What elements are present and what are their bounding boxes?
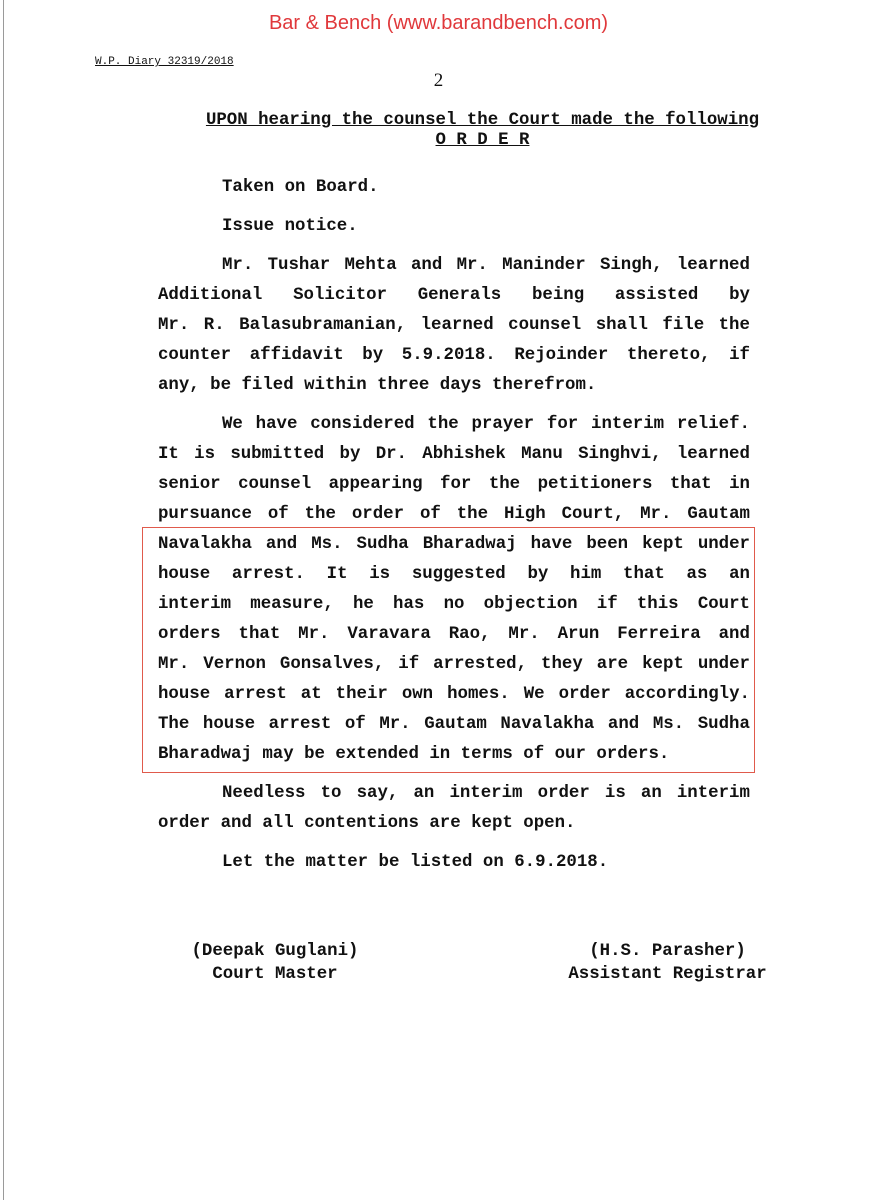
p5-line [222, 784, 750, 803]
word: measure, [250, 595, 334, 614]
word: is [369, 565, 391, 584]
word: him [570, 565, 602, 584]
word: It [326, 565, 348, 584]
word: Gautam [687, 505, 750, 524]
word: to [320, 784, 342, 803]
word: submitted [230, 445, 325, 464]
word: kept [642, 655, 684, 674]
word: have [255, 415, 298, 434]
word: house [158, 685, 211, 704]
order-heading [200, 111, 765, 151]
page-left-edge [3, 0, 4, 1200]
word: Sudha [356, 535, 409, 554]
word: file [662, 316, 705, 335]
word: for [546, 415, 579, 434]
signature-left [160, 940, 390, 986]
word: Dr. [375, 445, 407, 464]
word: pursuance [158, 505, 252, 524]
word: We [222, 415, 243, 434]
word: no [443, 595, 465, 614]
word: have [530, 535, 573, 554]
word: learned [676, 445, 750, 464]
word: is [194, 445, 216, 464]
p4-line [158, 445, 750, 464]
word: and [718, 625, 750, 644]
word: Sudha [697, 715, 750, 734]
word: Manu [521, 445, 563, 464]
heading-line-1: UPON hearing the counsel the Court made the following [205, 111, 760, 130]
word: being [531, 286, 585, 305]
word: is [604, 784, 626, 803]
word: counsel [238, 475, 312, 494]
highlight-box [142, 527, 755, 773]
word: and [607, 715, 640, 734]
word: Bharadwaj [422, 535, 517, 554]
word: arrest [268, 715, 332, 734]
word: Maninder [502, 256, 586, 275]
word: of [267, 505, 289, 524]
word: Ferreira [617, 625, 701, 644]
word: objection [483, 595, 578, 614]
word: for [440, 475, 472, 494]
word: that [669, 475, 712, 494]
word: counsel [508, 316, 582, 335]
word: assisted [614, 286, 699, 305]
word: been [586, 535, 629, 554]
word: interim [676, 784, 750, 803]
word: own [401, 685, 434, 704]
word: senior [158, 475, 221, 494]
word: in [729, 475, 750, 494]
word: arrest [224, 685, 287, 704]
word: It [158, 445, 179, 464]
word: counter [158, 346, 232, 365]
word: and [410, 256, 443, 275]
word: accordingly. [624, 685, 750, 704]
word: Mr. [508, 625, 540, 644]
word: under [697, 535, 750, 554]
word: an [640, 784, 662, 803]
word: the [718, 316, 750, 335]
p3-line [222, 256, 750, 275]
para-listing: Let the matter be listed on 6.9.2018. [222, 853, 609, 872]
word: Abhishek [422, 445, 506, 464]
word: they [541, 655, 583, 674]
word: relief. [676, 415, 750, 434]
word: if [729, 346, 750, 365]
word: Generals [417, 286, 502, 305]
word: thereto, [626, 346, 711, 365]
word: petitioners [537, 475, 653, 494]
word: Mehta [344, 256, 397, 275]
word: if [596, 595, 618, 614]
word: of [419, 505, 441, 524]
word: kept [642, 535, 684, 554]
word: arrested, [433, 655, 528, 674]
word: Court [697, 595, 750, 614]
word: that [238, 625, 281, 644]
word: Mr. [456, 256, 488, 275]
p4-line: Bharadwaj may be extended in terms of our orders. [158, 745, 670, 764]
p3-line [158, 316, 750, 335]
word: Ms. [311, 535, 343, 554]
word: Vernon [203, 655, 266, 674]
word: interim [591, 415, 665, 434]
word: say, [356, 784, 399, 803]
word: interim [449, 784, 523, 803]
word: shall [595, 316, 648, 335]
word: learned [676, 256, 750, 275]
signature-left-name: (Deepak Guglani) [191, 942, 359, 961]
p3-line [158, 286, 750, 305]
word: Gautam [424, 715, 487, 734]
word: by [729, 286, 750, 305]
page-number: 2 [433, 70, 444, 91]
word: Singh, [599, 256, 663, 275]
word: Arun [557, 625, 600, 644]
word: suggested [411, 565, 506, 584]
word: Rao, [448, 625, 491, 644]
word: affidavit [249, 346, 344, 365]
word: Additional [158, 286, 263, 305]
word: an [413, 784, 435, 803]
word: Mr. [222, 256, 254, 275]
word: Varavara [347, 625, 431, 644]
heading-line-2: O R D E R [435, 131, 530, 150]
para-taken-on-board: Taken on Board. [222, 178, 379, 197]
word: the [304, 505, 336, 524]
word: 5.9.2018. [401, 346, 496, 365]
word: order [558, 685, 611, 704]
word: arrest. [231, 565, 305, 584]
word: Balasubramanian, [239, 316, 407, 335]
signature-right-title: Assistant Registrar [568, 965, 767, 984]
word: considered [310, 415, 415, 434]
p3-line [158, 346, 750, 365]
p4-line [158, 505, 750, 524]
word: the [488, 475, 521, 494]
word: at [300, 685, 322, 704]
word: Mr. [379, 715, 411, 734]
word: under [697, 655, 750, 674]
word: by [339, 445, 361, 464]
word: Singhvi, [578, 445, 662, 464]
word: Navalakha [500, 715, 595, 734]
word: prayer [471, 415, 535, 434]
word: and [265, 535, 298, 554]
signature-right [555, 940, 780, 986]
p4-line [222, 415, 750, 434]
word: interim [158, 595, 232, 614]
p3-line: any, be filed within three days therefrom. [158, 376, 597, 395]
word: by [527, 565, 549, 584]
word: as [686, 565, 708, 584]
word: by [362, 346, 384, 365]
word: are [596, 655, 629, 674]
word: this [636, 595, 679, 614]
word: homes. [447, 685, 510, 704]
p5-line: order and all contentions are kept open. [158, 814, 576, 833]
p4-line [158, 475, 750, 494]
word: High [503, 505, 546, 524]
word: their [335, 685, 388, 704]
word: orders [158, 625, 221, 644]
word: house [202, 715, 256, 734]
word: Mr. [640, 505, 672, 524]
word: house [158, 565, 211, 584]
word: order [537, 784, 590, 803]
word: appearing [328, 475, 423, 494]
word: the [456, 505, 489, 524]
word: R. [203, 316, 225, 335]
word: has [393, 595, 425, 614]
word: Court, [561, 505, 625, 524]
word: that [623, 565, 665, 584]
signature-right-name: (H.S. Parasher) [589, 942, 746, 961]
word: Rejoinder [514, 346, 609, 365]
word: he [352, 595, 374, 614]
diary-number: W.P. Diary 32319/2018 [95, 56, 234, 68]
word: Tushar [267, 256, 331, 275]
word: Mr. [158, 316, 190, 335]
word: Mr. [298, 625, 330, 644]
signature-left-title: Court Master [212, 965, 338, 984]
para-issue-notice: Issue notice. [222, 217, 358, 236]
word: Navalakha [158, 535, 252, 554]
word: learned [420, 316, 494, 335]
word: Solicitor [293, 286, 388, 305]
word: Needless [222, 784, 306, 803]
word: of [344, 715, 366, 734]
word: Gonsalves, [279, 655, 385, 674]
word: The [158, 715, 190, 734]
word: an [729, 565, 750, 584]
word: Ms. [652, 715, 685, 734]
watermark: Bar & Bench (www.barandbench.com) [268, 12, 609, 34]
word: the [427, 415, 459, 434]
word: We [523, 685, 545, 704]
word: if [398, 655, 420, 674]
word: order [351, 505, 405, 524]
word: Mr. [158, 655, 190, 674]
